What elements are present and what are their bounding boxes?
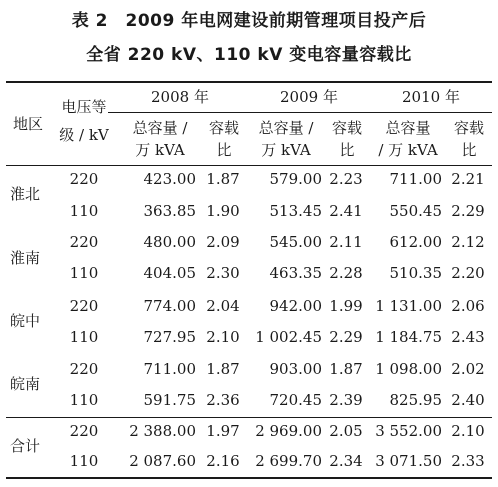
cell-capacity-2010: 510.35	[389, 264, 442, 282]
cell-voltage: 220	[69, 297, 99, 315]
cell-capacity-2008: 423.00	[143, 170, 196, 188]
header-year-2009: 2009 年	[280, 88, 338, 106]
header-capacity-2010-line1: 总容量	[385, 119, 431, 137]
cell-ratio-2010: 2.10	[451, 422, 485, 440]
table-caption-line2: 全省 220 kV、110 kV 变电容量容载比	[86, 45, 412, 65]
cell-capacity-2008: 711.00	[143, 360, 196, 378]
header-ratio-2009-line2: 比	[339, 141, 355, 159]
cell-ratio-2008: 1.90	[206, 202, 240, 220]
header-capacity-2008-line2: 万 kVA	[135, 141, 185, 159]
cell-capacity-2009: 545.00	[269, 233, 322, 251]
total-separator-rule	[6, 417, 492, 418]
cell-ratio-2010: 2.43	[451, 328, 485, 346]
cell-capacity-2009: 463.35	[269, 264, 322, 282]
cell-ratio-2008: 1.97	[206, 422, 240, 440]
table-bottom-rule	[6, 477, 492, 479]
cell-ratio-2008: 2.16	[206, 452, 240, 470]
header-ratio-2010-line1: 容载	[453, 119, 484, 137]
header-year-2010: 2010 年	[402, 88, 460, 106]
cell-ratio-2009: 1.99	[329, 297, 363, 315]
cell-ratio-2009: 2.05	[329, 422, 363, 440]
cell-capacity-2010: 1 184.75	[375, 328, 442, 346]
cell-capacity-2009: 2 699.70	[255, 452, 322, 470]
cell-ratio-2010: 2.20	[451, 264, 485, 282]
cell-ratio-2008: 2.10	[206, 328, 240, 346]
year-group-rule	[108, 112, 492, 113]
cell-capacity-2008: 480.00	[143, 233, 196, 251]
cell-capacity-2010: 825.95	[389, 391, 442, 409]
cell-region: 皖南	[10, 375, 41, 393]
header-ratio-2008-line2: 比	[216, 141, 232, 159]
cell-capacity-2009: 579.00	[269, 170, 322, 188]
cell-ratio-2009: 2.28	[329, 264, 363, 282]
cell-ratio-2010: 2.06	[451, 297, 485, 315]
cell-ratio-2009: 2.23	[329, 170, 363, 188]
cell-capacity-2009: 2 969.00	[255, 422, 322, 440]
cell-ratio-2009: 2.29	[329, 328, 363, 346]
cell-capacity-2009: 1 002.45	[255, 328, 322, 346]
cell-ratio-2009: 2.39	[329, 391, 363, 409]
cell-voltage: 110	[69, 452, 99, 470]
cell-region: 皖中	[10, 312, 41, 330]
cell-capacity-2010: 1 098.00	[375, 360, 442, 378]
cell-region: 淮南	[10, 249, 41, 267]
cell-ratio-2010: 2.02	[451, 360, 485, 378]
cell-ratio-2008: 2.09	[206, 233, 240, 251]
cell-voltage: 110	[69, 264, 99, 282]
cell-capacity-2010: 3 552.00	[375, 422, 442, 440]
table-caption-line1: 表 2 2009 年电网建设前期管理项目投产后	[71, 11, 427, 31]
cell-ratio-2008: 1.87	[206, 360, 240, 378]
header-voltage-line2: 级 / kV	[59, 126, 109, 144]
cell-capacity-2008: 2 388.00	[129, 422, 196, 440]
header-bottom-rule	[6, 165, 492, 166]
cell-ratio-2010: 2.29	[451, 202, 485, 220]
cell-ratio-2008: 2.30	[206, 264, 240, 282]
header-ratio-2008-line1: 容载	[208, 119, 239, 137]
cell-voltage: 110	[69, 391, 99, 409]
cell-capacity-2009: 513.45	[269, 202, 322, 220]
cell-ratio-2008: 2.36	[206, 391, 240, 409]
cell-ratio-2010: 2.33	[451, 452, 485, 470]
header-capacity-2009-line2: 万 kVA	[261, 141, 311, 159]
cell-ratio-2009: 2.11	[329, 233, 363, 251]
cell-capacity-2009: 720.45	[269, 391, 322, 409]
cell-capacity-2009: 903.00	[269, 360, 322, 378]
cell-voltage: 220	[69, 170, 99, 188]
cell-voltage: 220	[69, 422, 99, 440]
cell-capacity-2010: 612.00	[389, 233, 442, 251]
header-ratio-2009-line1: 容载	[331, 119, 362, 137]
cell-capacity-2008: 404.05	[143, 264, 196, 282]
cell-capacity-2009: 942.00	[269, 297, 322, 315]
cell-ratio-2009: 2.34	[329, 452, 363, 470]
cell-capacity-2008: 2 087.60	[129, 452, 196, 470]
cell-capacity-2010: 550.45	[389, 202, 442, 220]
cell-capacity-2008: 727.95	[143, 328, 196, 346]
header-voltage-line1: 电压等	[61, 98, 107, 116]
cell-ratio-2010: 2.21	[451, 170, 485, 188]
header-capacity-2008-line1: 总容量 /	[132, 119, 188, 137]
cell-ratio-2008: 2.04	[206, 297, 240, 315]
header-capacity-2009-line1: 总容量 /	[258, 119, 314, 137]
cell-voltage: 110	[69, 202, 99, 220]
header-year-2008: 2008 年	[151, 88, 209, 106]
cell-voltage: 110	[69, 328, 99, 346]
cell-capacity-2010: 711.00	[389, 170, 442, 188]
cell-ratio-2008: 1.87	[206, 170, 240, 188]
cell-ratio-2010: 2.12	[451, 233, 485, 251]
cell-capacity-2010: 3 071.50	[375, 452, 442, 470]
cell-ratio-2010: 2.40	[451, 391, 485, 409]
cell-capacity-2008: 591.75	[143, 391, 196, 409]
cell-voltage: 220	[69, 233, 99, 251]
header-capacity-2010-line2: / 万 kVA	[378, 141, 438, 159]
cell-ratio-2009: 2.41	[329, 202, 363, 220]
header-ratio-2010-line2: 比	[461, 141, 477, 159]
cell-region: 淮北	[10, 185, 41, 203]
cell-region: 合计	[10, 437, 41, 455]
table-top-rule	[6, 81, 492, 83]
cell-capacity-2008: 774.00	[143, 297, 196, 315]
cell-voltage: 220	[69, 360, 99, 378]
cell-capacity-2010: 1 131.00	[375, 297, 442, 315]
cell-capacity-2008: 363.85	[143, 202, 196, 220]
cell-ratio-2009: 1.87	[329, 360, 363, 378]
header-region: 地区	[12, 115, 43, 133]
